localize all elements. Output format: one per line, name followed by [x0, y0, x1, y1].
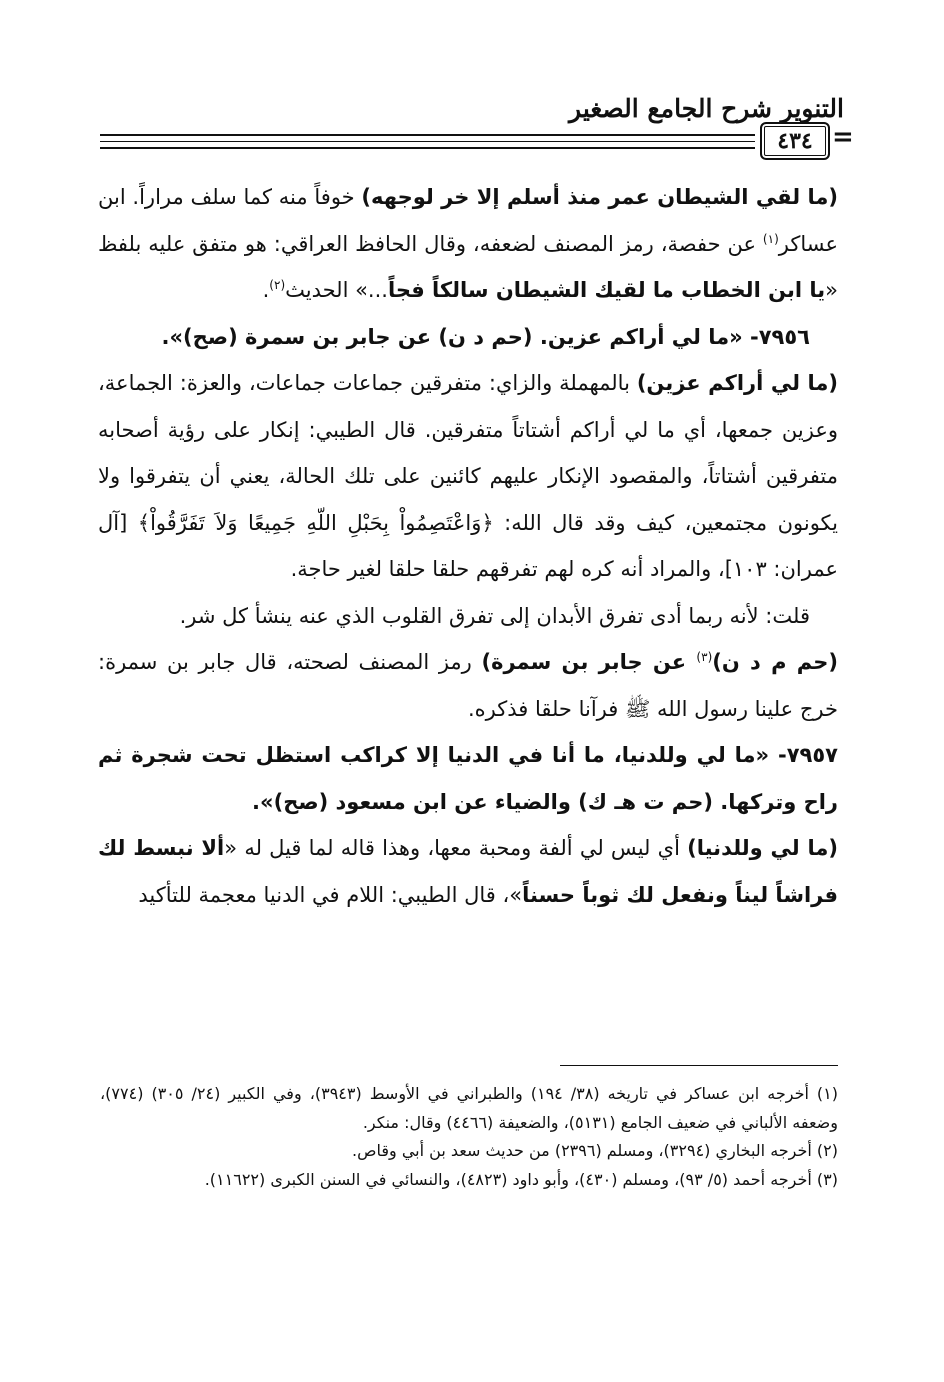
header-ornament: = — [832, 122, 854, 152]
paragraph-commentary-2: (ما لي أراكم عزين) بالمهملة والزاي: متفرقين جماعات جماعات، والعزة: الجماعة، وعزين جمعها، أي ما لي أراكم أشتاتاً متفرقين. قال الطيبي: إنكار على رؤية أصحابه متفرقين أشتاتاً، والمقصود الإنكار عليهم كائنين على تلك الحالة، يعني أن يتفرقوا ولا يكونون مجتمعين، كيف وقد قال الله: ﴿وَاعْتَصِمُواْ بِحَبْلِ اللّهِ جَمِيعًا وَلاَ تَفَرَّقُواْ﴾ [آل عمران: ١٠٣]، والمراد أنه كره لهم تفرقهم حلقا حلقا لغير حاجة. — [98, 371, 838, 581]
hadith-7957: ٧٩٥٧- «ما لي وللدنيا، ما أنا في الدنيا إلا كراكب استظل تحت شجرة ثم راح وتركها. (حم ت هـ ك) والضياء عن ابن مسعود (صح)». — [98, 743, 838, 814]
footnotes — [100, 1080, 838, 1194]
main-text — [98, 174, 838, 918]
footnote-ref[interactable]: (١) — [762, 231, 779, 246]
quoted-hadith-text: يا ابن الخطاب ما لقيك الشيطان سالكاً فجاً — [387, 278, 826, 302]
quoted-hadith-text: (ما لي أراكم عزين) — [636, 371, 838, 395]
header-rule — [100, 134, 755, 136]
footnote-ref[interactable]: (٣) — [696, 650, 713, 664]
page-number-box — [760, 122, 830, 160]
footnote-2: (٢) أخرجه البخاري (٣٢٩٤)، ومسلم (٢٣٩٦) من حديث سعد بن أبي وقاص. — [352, 1141, 838, 1160]
footnote-3: (٣) أخرجه أحمد (٥/ ٩٣)، ومسلم (٤٣٠)، وأبو داود (٤٨٢٣)، والنسائي في السنن الكبرى (١١٦٢٢). — [204, 1169, 838, 1189]
header-rule — [100, 147, 755, 149]
quoted-hadith-text: (ما لقي الشيطان عمر منذ أسلم إلا خر لوجهه) — [361, 185, 838, 209]
footnote-1: (١) أخرجه ابن عساكر في تاريخه (٣٨/ ١٩٤) والطبراني في الأوسط (٣٩٤٣)، وفي الكبير (٢٤/ ٣٠٥) (٧٧٤)، وضعفه الألباني في ضعيف الجامع (٥١٣١)، والضعيفة (٤٤٦٦) وقال: منكر. — [100, 1084, 838, 1132]
source-abbrev: (حم م د ن) — [712, 650, 839, 674]
paragraph-commentary-1: (ما لقي الشيطان عمر منذ أسلم إلا خر لوجهه) خوفاً منه كما سلف مراراً. ابن عساكر$^{(١)}$ عن حفصة، رمز المصنف لضعفه، وقال الحافظ العراقي: هو متفق عليه بلفظ «يا ابن الخطاب ما لقيك الشيطان سالكاً فجاً...» الحديث$^{(٢)}$. — [98, 185, 838, 302]
footnote-ref[interactable]: (٢) — [269, 278, 286, 292]
paragraph-commentary-4: (حم م د ن)$^{(٣)}$ عن جابر بن سمرة) رمز المصنف لصحته، قال جابر بن سمرة: خرج علينا رسول الله ﷺ فرآنا حلقا فذكره. — [98, 650, 839, 721]
running-title: التنوير شرح الجامع الصغير — [569, 94, 844, 123]
quoted-hadith-text: ألا نبسط لك فراشاً ليناً ونفعل لك ثوباً حسناً — [98, 836, 838, 907]
quoted-hadith-text: (ما لي وللدنيا) — [687, 836, 838, 860]
paragraph-commentary-3: قلت: لأنه ربما أدى تفرق الأبدان إلى تفرق القلوب الذي عنه ينشأ كل شر. — [179, 603, 810, 628]
page-number: ٤٣٤ — [777, 128, 813, 154]
hadith-7956: ٧٩٥٦- «ما لي أراكم عزين. (حم د ن) عن جابر بن سمرة (صح)». — [161, 324, 810, 349]
footnote-divider — [560, 1065, 838, 1066]
paragraph-commentary-5: (ما لي وللدنيا) أي ليس لي ألفة ومحبة معها، وهذا قاله لما قيل له «ألا نبسط لك فراشاً ليناً ونفعل لك ثوباً حسناً»، قال الطيبي: اللام في الدنيا معجمة للتأكيد — [98, 836, 838, 907]
header-rule — [100, 141, 755, 142]
